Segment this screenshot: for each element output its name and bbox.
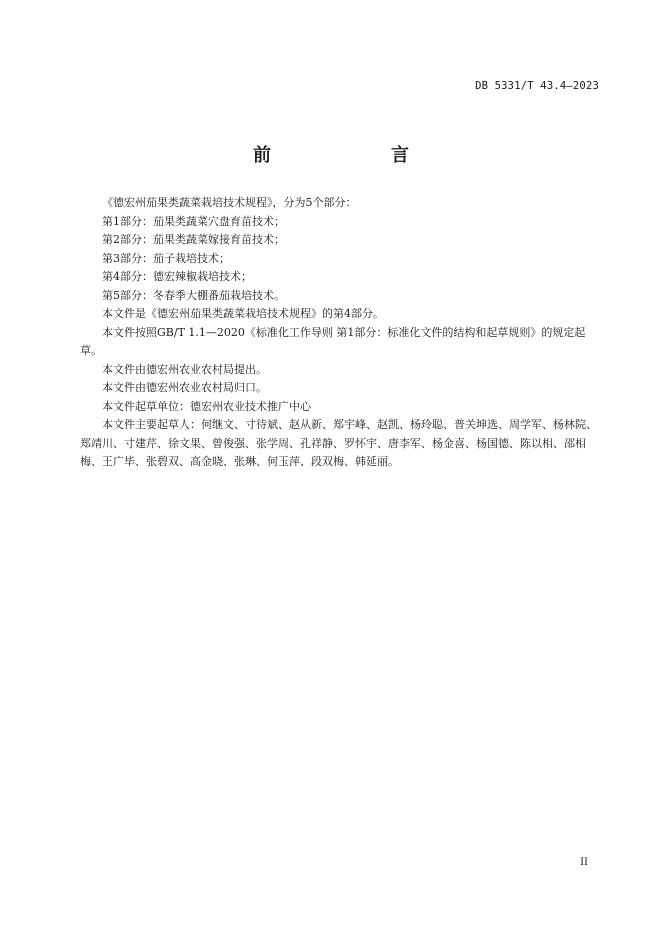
paragraph-part-4: 第4部分：德宏辣椒栽培技术； xyxy=(102,270,252,283)
paragraph-intro: 《德宏州茄果类蔬菜栽培技术规程》，分为5个部分： xyxy=(102,196,357,209)
paragraph-proposer: 本文件由德宏州农业农村局提出。 xyxy=(102,362,267,376)
page-number: II xyxy=(580,857,588,868)
paragraph-drafting-unit: 本文件起草单位：德宏州农业技术推广中心 xyxy=(102,399,311,413)
document-code: DB 5331/T 43.4—2023 xyxy=(475,80,599,92)
paragraph-part-1: 第1部分：茄果类蔬菜穴盘育苗技术； xyxy=(102,214,285,228)
paragraph-drafting-rules: 本文件按照GB/T 1.1—2020《标准化工作导则 第1部分：标准化文件的结构和起草规则》的规定起草。 xyxy=(80,325,586,357)
paragraph-part-5: 第5部分：冬春季大棚番茄栽培技术。 xyxy=(102,288,285,302)
paragraph-document-part: 本文件是《德宏州茄果类蔬菜栽培技术规程》的第4部分。 xyxy=(102,307,384,320)
paragraph-part-2: 第2部分：茄果类蔬菜嫁接育苗技术； xyxy=(102,233,285,246)
paragraph-drafters: 本文件主要起草人：何继文、寸待斌、赵从新、郑宇峰、赵凯、杨玲聪、普关坤选、周学军、杨林院、郑靖川、寸建芹、徐文果、曾俊强、张学周、孔祥静、罗怀宇、唐李军、杨金喜、杨国德、陈以相、邵相梅、王广毕、张碧双、高金晓、张琳、何玉萍、段双梅、韩延丽。 xyxy=(80,418,597,468)
page-title: 前 言 xyxy=(253,145,437,166)
paragraph-administrator: 本文件由德宏州农业农村局归口。 xyxy=(102,381,267,394)
paragraph-part-3: 第3部分：茄子栽培技术； xyxy=(102,251,230,265)
foreword-body xyxy=(80,194,601,472)
